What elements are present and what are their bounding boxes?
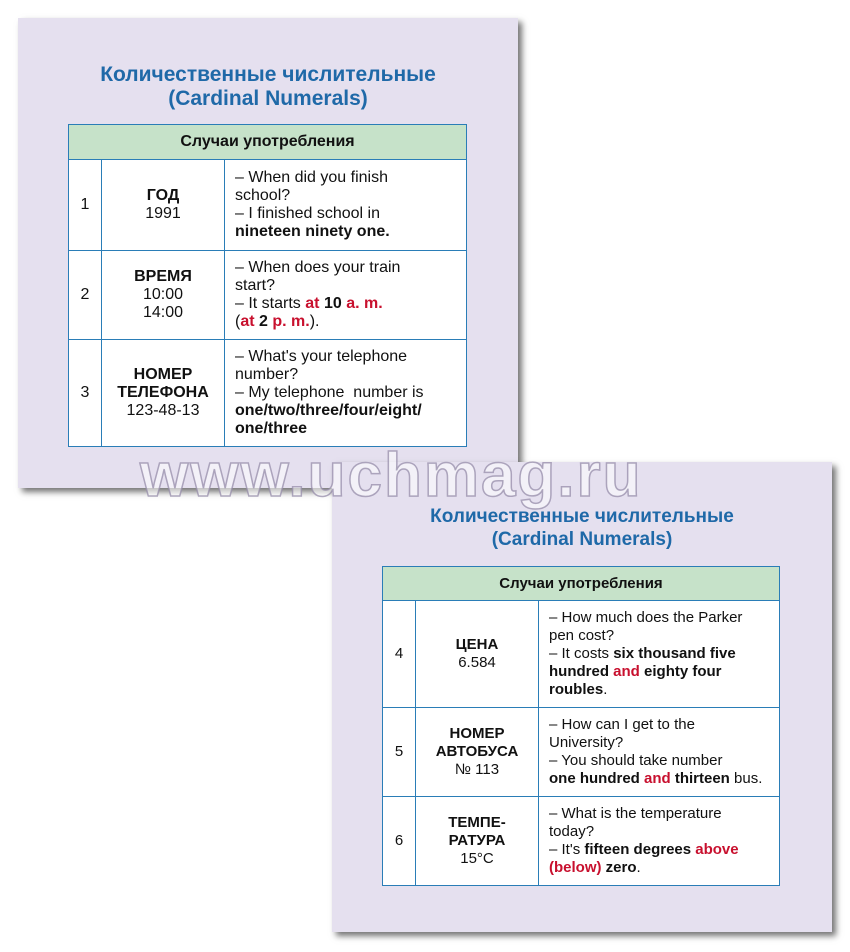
category-value: 10:00 [142,286,184,303]
example-text: – It starts [235,295,306,312]
example-line: University? [549,734,624,751]
table-row [69,160,467,251]
row-number: 2 [69,251,102,340]
example-line [235,313,458,331]
example-text: . [603,681,608,698]
category-value: 14:00 [142,304,184,321]
row-example [539,708,780,797]
card-cardinal-numerals-1 [18,18,518,488]
title-line-1: Количественные числительные [100,63,436,86]
example-line [549,663,771,681]
table-row [383,708,780,797]
row-category [102,251,225,340]
example-line: number? [235,366,299,383]
row-category [416,708,539,797]
bold-number: zero [605,859,637,876]
table-row [69,251,467,340]
example-line: school? [235,187,291,204]
row-category [102,340,225,447]
example-text: – It costs [549,645,614,662]
example-line: start? [235,277,276,294]
highlight-word: p. m. [272,313,310,330]
category-label: НОМЕР [449,725,505,742]
example-line: – When did you finish [235,169,388,186]
category-label: НОМЕР [133,366,193,383]
example-text: . [636,859,641,876]
example-line [549,859,771,877]
highlight-word: a. m. [346,295,383,312]
row-category [102,160,225,251]
category-value: 123-48-13 [126,402,200,419]
card-title [332,505,832,551]
bold-number: 10 [323,295,342,312]
example-line: – How much does the Parker [549,609,743,626]
table-header: Случаи употребления [383,567,780,601]
example-line [549,645,771,663]
bold-number: roubles [549,681,604,698]
highlight-word: and [644,770,671,787]
category-label: ВРЕМЯ [134,268,192,285]
category-value: 1991 [145,205,181,222]
row-example [225,340,467,447]
title-line-2: (Cardinal Numerals) [491,529,673,550]
example-line [549,770,771,788]
example-answer: nineteen ninety one. [235,223,390,240]
example-text: – It's [549,841,585,858]
table-row [69,340,467,447]
example-text: ( [235,313,241,330]
row-number: 3 [69,340,102,447]
table-row [383,601,780,708]
example-line: – What's your telephone [235,348,408,365]
title-line-1: Количественные числительные [430,506,734,527]
example-line: today? [549,823,595,840]
row-example [539,601,780,708]
example-line: – You should take number [549,752,723,769]
bold-number: one hundred [549,770,640,787]
category-label: ТЕМПЕ- [448,814,506,831]
row-category [416,601,539,708]
row-number: 6 [383,797,416,886]
watermark: www.uchmag.ru [140,441,643,510]
table-header: Случаи употребления [69,125,467,160]
highlight-word: at [240,313,255,330]
example-text: ). [309,313,320,330]
category-label: ГОД [146,187,180,204]
row-number: 4 [383,601,416,708]
bold-number: 2 [259,313,268,330]
highlight-word: above [695,841,739,858]
category-value: 6.584 [458,654,496,671]
bold-number: six thousand five [613,645,736,662]
usage-table [382,566,780,886]
example-line: – What is the temperature [549,805,722,822]
row-example [539,797,780,886]
bold-number: eighty four [644,663,722,680]
highlight-word: at [305,295,320,312]
category-label: АВТОБУСА [435,743,519,760]
category-label: ЦЕНА [455,636,499,653]
bold-number: hundred [549,663,609,680]
category-label: ТЕЛЕФОНА [117,384,209,401]
row-example [225,160,467,251]
example-answer: one/three [235,420,308,437]
bold-number: thirteen [674,770,730,787]
example-line: – My telephone number is [235,384,424,401]
row-category [416,797,539,886]
row-number: 1 [69,160,102,251]
card-cardinal-numerals-2 [332,462,832,932]
card-title [18,63,518,111]
example-answer: one/two/three/four/eight/ [235,402,422,419]
example-line: – When does your train [235,259,401,276]
highlight-word: and [613,663,640,680]
table-row [383,797,780,886]
example-line: – How can I get to the [549,716,695,733]
category-value: 15°C [460,850,494,867]
category-label: РАТУРА [448,832,506,849]
example-line: pen cost? [549,627,615,644]
title-line-2: (Cardinal Numerals) [168,87,368,110]
example-line [549,681,771,699]
row-number: 5 [383,708,416,797]
highlight-word: (below) [549,859,602,876]
category-value: № 113 [454,761,500,778]
example-line [235,295,458,313]
example-line: – I finished school in [235,205,380,222]
usage-table [68,124,467,447]
example-text: bus. [729,770,763,787]
row-example [225,251,467,340]
example-line [549,841,771,859]
bold-number: fifteen degrees [584,841,692,858]
